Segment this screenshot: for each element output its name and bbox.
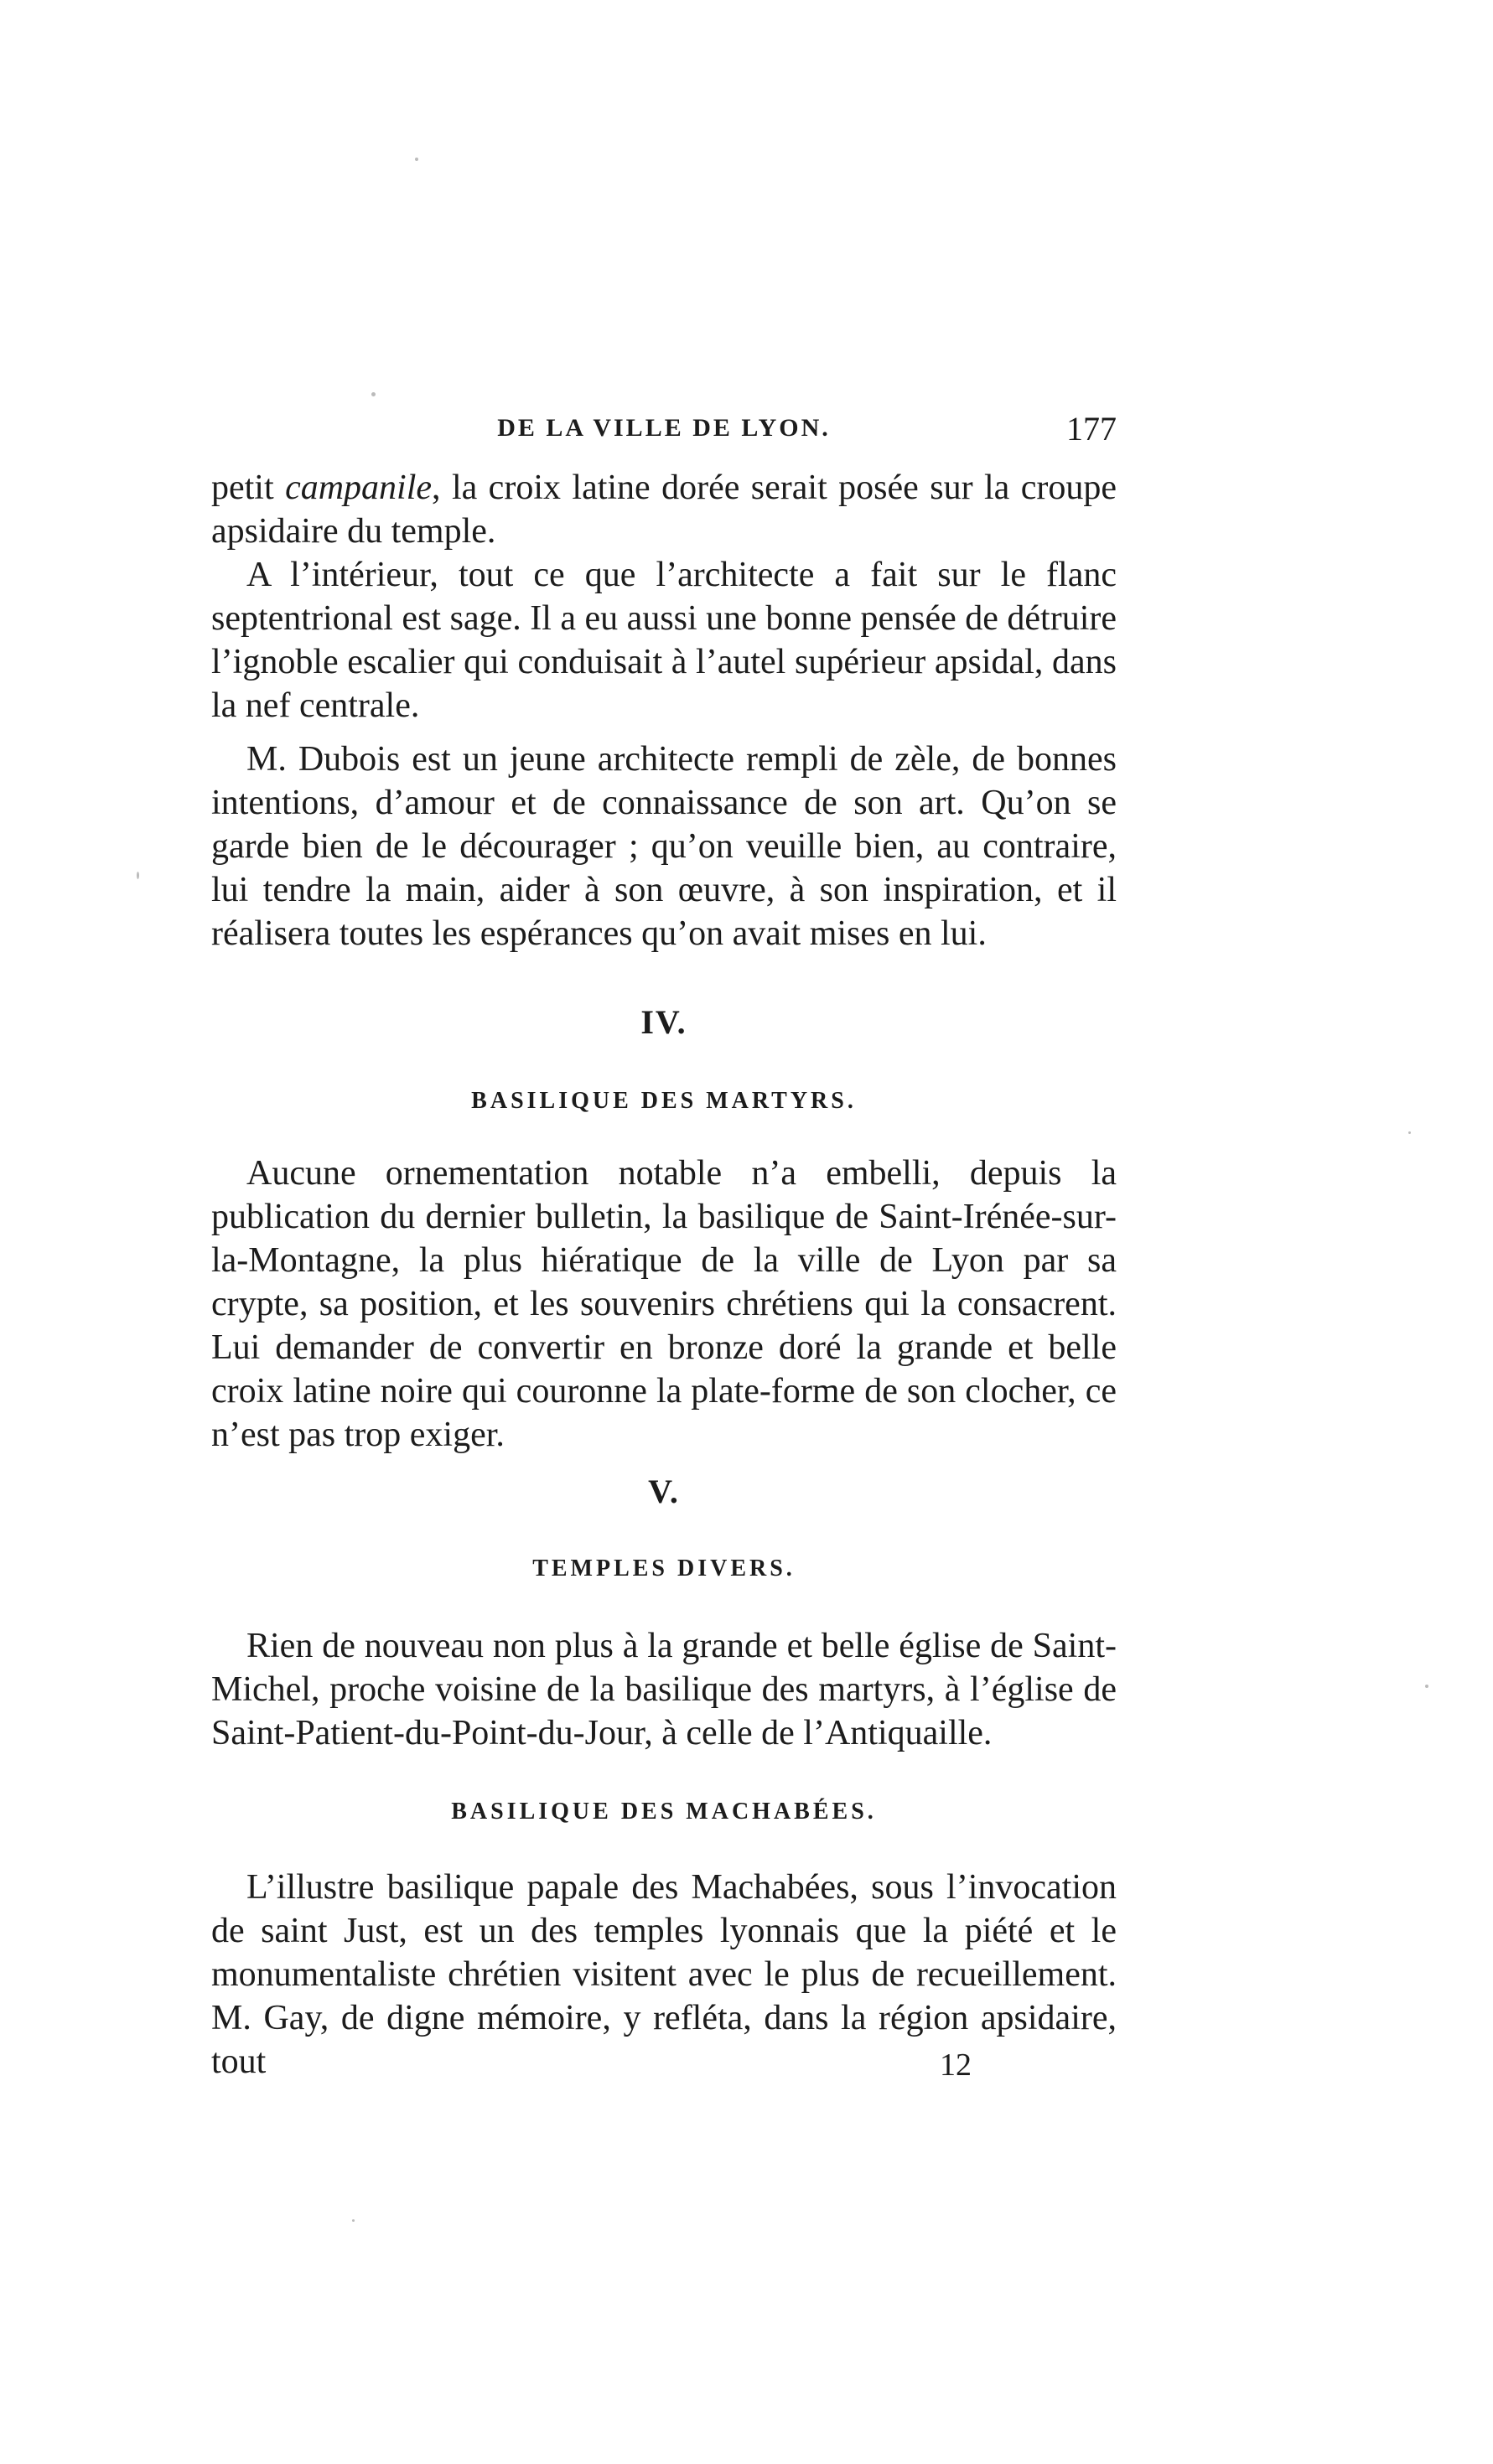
paper-speck (137, 872, 139, 879)
paragraph-campanile (211, 466, 1117, 553)
running-head (211, 410, 1117, 461)
section-v-title: TEMPLES DIVERS. (532, 1556, 796, 1581)
page-number: 177 (1066, 410, 1117, 448)
section-v-number: V. (648, 1473, 680, 1510)
paragraph-interieur: A l’intérieur, tout ce que l’architecte a fait sur le flanc septentrional est sage. Il a eu aussi une bonne pensée de détruire l’ignoble escalier qui conduisait à l’autel supérieur apsidal, dans la nef centrale. (211, 556, 1117, 725)
signature-mark: 12 (940, 2047, 972, 2083)
section-iv-title: BASILIQUE DES MARTYRS. (471, 1088, 857, 1114)
opening-paragraphs (211, 466, 1117, 955)
paragraph-campanile-rest: , la croix latine dorée serait posée sur la croupe apsidaire du temple. (211, 468, 1117, 551)
paragraph-campanile-start: petit (211, 468, 286, 507)
section-iv-text: Aucune ornementation notable n’a embelli, depuis la publication du dernier bulletin, la basilique de Saint-Irénée-sur-la-Montagne, la plus hiératique de la ville de Lyon par sa crypte, sa position, et les souvenirs chrétiens qui la consacrent. Lui demander de convertir en bronze doré la grande et belle croix latine noire qui couronne la plate-forme de son clocher, ce n’est pas trop exiger. (211, 1154, 1117, 1454)
paper-speck (371, 392, 376, 396)
section-iv-number: IV. (640, 1003, 687, 1041)
section-machabees-title: BASILIQUE DES MACHABÉES. (451, 1799, 877, 1825)
section-v-text: Rien de nouveau non plus à la grande et belle église de Saint-Michel, proche voisine de la basilique des martyrs, à l’église de Saint-Patient-du-Point-du-Jour, à celle de l’Antiquaille. (211, 1627, 1117, 1752)
paper-speck (1425, 1685, 1428, 1688)
paper-speck (352, 2219, 355, 2222)
running-title: DE LA VILLE DE LYON. (497, 414, 831, 442)
campanile-italic: campanile (285, 468, 433, 507)
paper-speck (415, 158, 418, 161)
paragraph-dubois: M. Dubois est un jeune architecte rempli de zèle, de bonnes intentions, d’amour et de connaissance de son art. Qu’on se garde bien de le décourager ; qu’on veuille bien, au contraire, lui tendre la main, aider à son œuvre, à son inspiration, et il réalisera toutes les espérances qu’on avait mises en lui. (211, 740, 1117, 953)
paper-speck (1408, 1131, 1411, 1134)
section-machabees-text: L’illustre basilique papale des Machabées, sous l’invocation de saint Just, est un des temples lyonnais que la piété et le monumentaliste chrétien visitent avec le plus de recueillement. M. Gay, de digne mémoire, y refléta, dans la région apsidaire, tout (211, 1868, 1117, 2081)
